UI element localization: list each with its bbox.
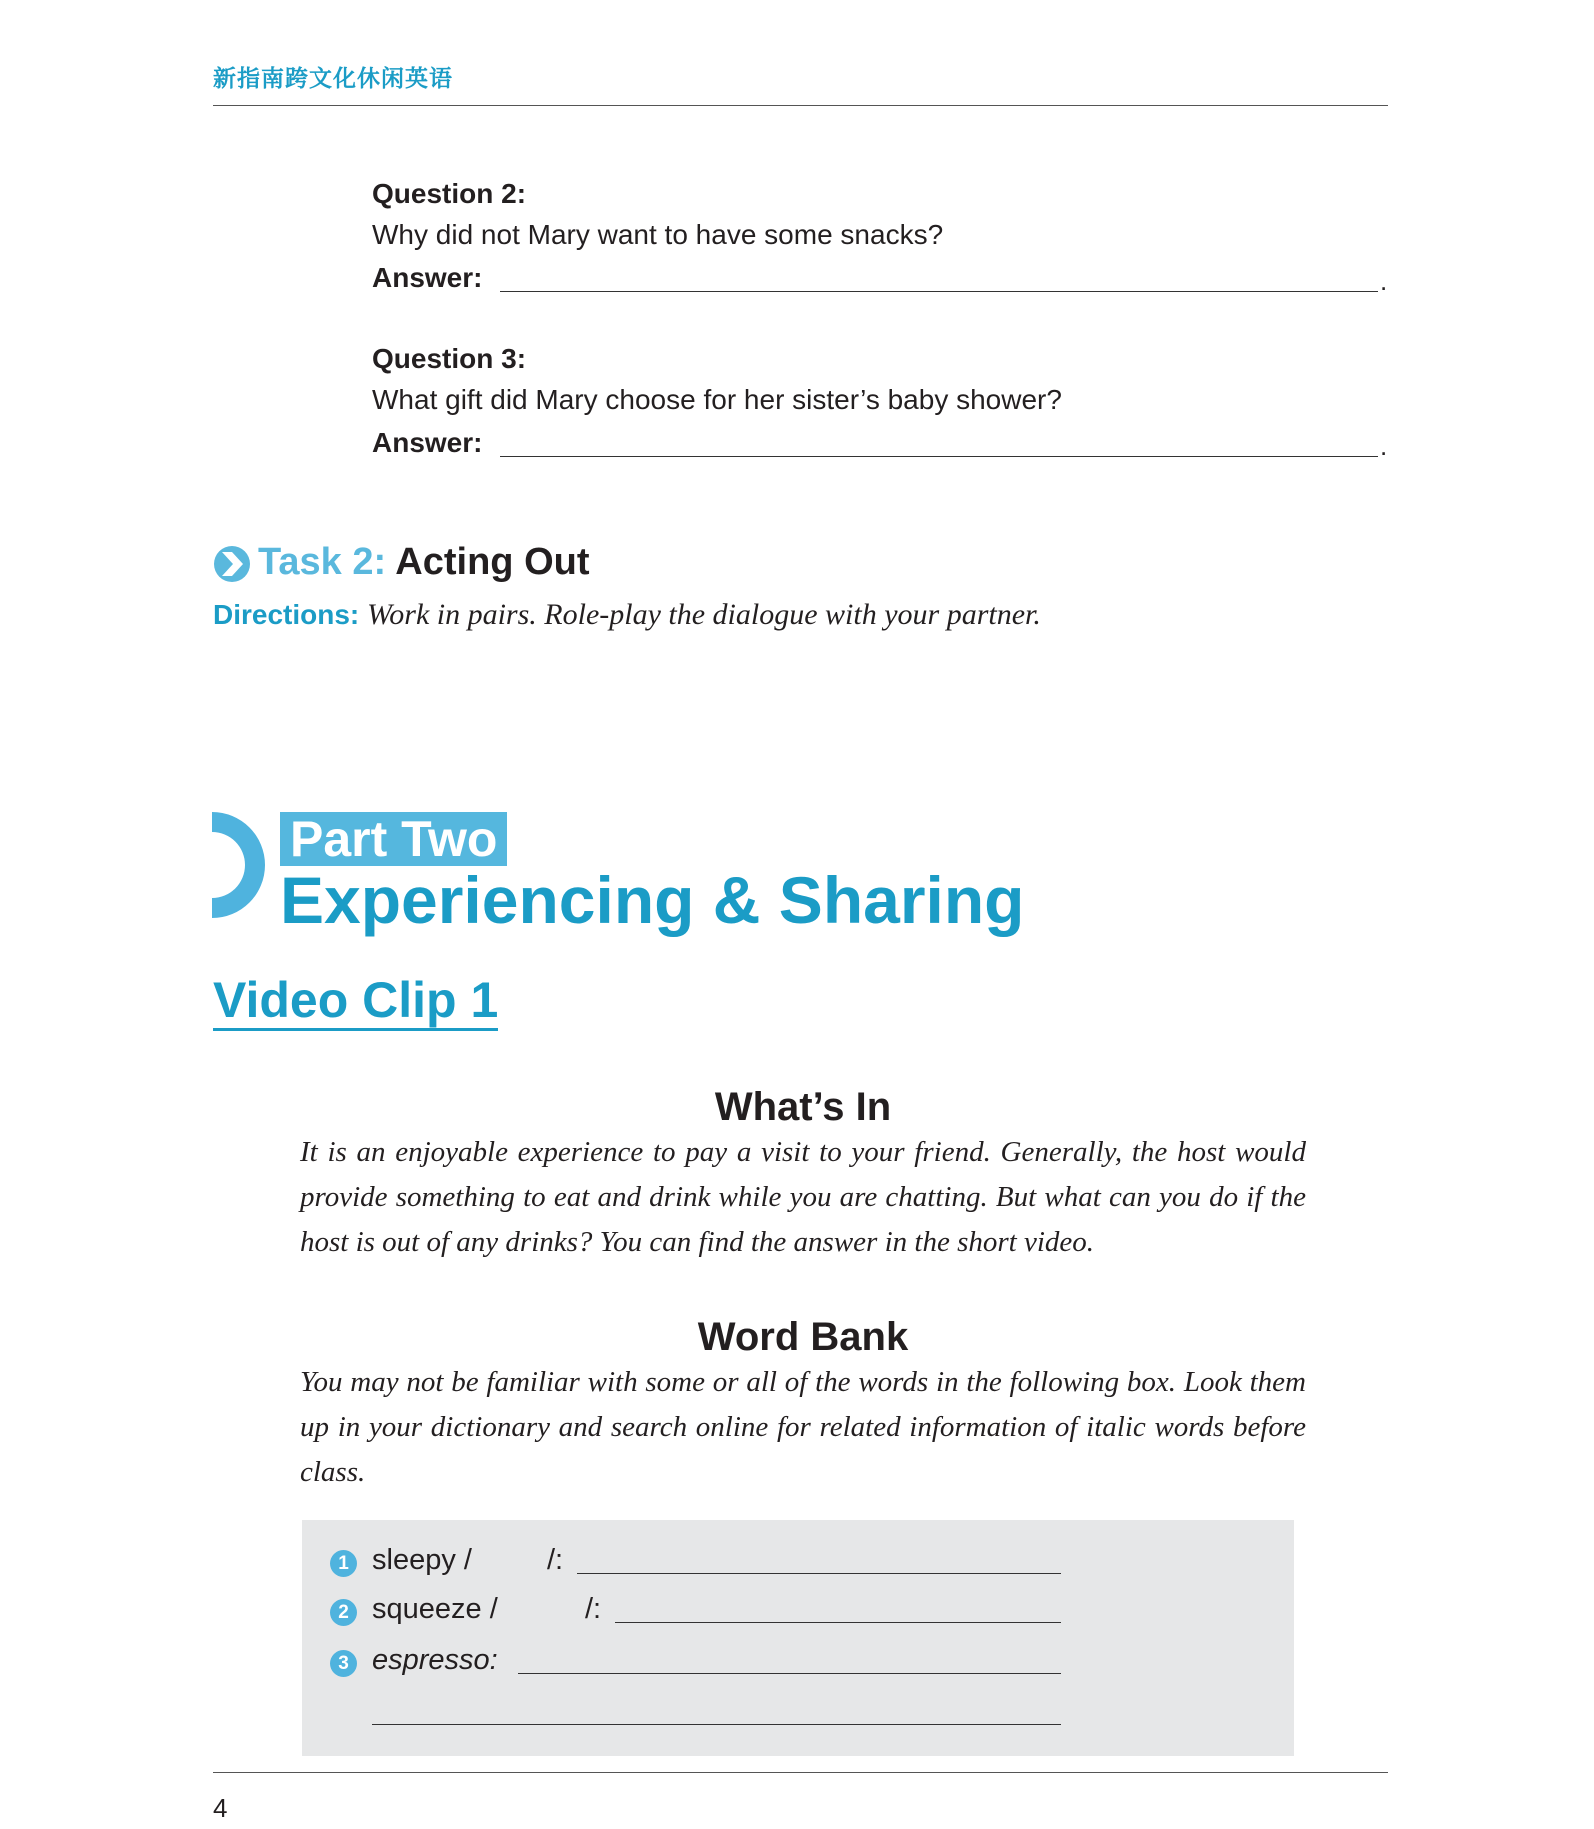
whats-in-paragraph: It is an enjoyable experience to pay a visit to your friend. Generally, the host would provide something to eat and drink while you are chatting. But what can you do if the host is out of any drinks? You can find the answer in the short video. [300,1136,1306,1258]
word-bank-paragraph: You may not be familiar with some or all of the words in the following box. Look them up in your dictionary and search online for related information of italic words before class. [300,1366,1306,1488]
task-directions [213,598,1041,632]
question-2-answer-end: . [1380,266,1388,296]
item-3-number-icon: 3 [330,1650,357,1677]
item-1-phonetic-end: /: [547,1544,564,1576]
footer-divider [213,1772,1388,1773]
part-title: Experiencing & Sharing [280,863,1025,937]
question-2-text: Why did not Mary want to have some snacks? [372,219,944,250]
item-3-word: espresso: [372,1644,498,1676]
arrow-right-icon [212,544,252,584]
task-number: Task 2: [258,541,387,583]
question-2-label: Question 2: [372,178,527,209]
book-title: 新指南跨文化休闲英语 [213,65,453,91]
question-3-label: Question 3: [372,343,527,374]
item-1-answer-line[interactable] [577,1573,1061,1574]
item-3-answer-line[interactable] [518,1673,1061,1674]
item-2-word: squeeze / [372,1593,498,1625]
question-3-text: What gift did Mary choose for her sister’s baby shower? [372,384,1062,415]
item-2-number-icon: 2 [330,1599,357,1626]
item-2-phonetic-end: /: [585,1593,602,1625]
part-label: Part Two [280,812,507,866]
page-number: 4 [213,1793,228,1823]
item-1-word: sleepy / [372,1544,472,1576]
question-2-answer-label: Answer: [372,262,483,293]
item-3-answer-line-2[interactable] [372,1724,1061,1725]
item-1-number-icon: 1 [330,1550,357,1577]
task-heading [258,541,590,584]
task-title: Acting Out [395,541,590,583]
question-3-answer-line[interactable] [500,456,1378,457]
directions-text: Work in pairs. Role-play the dialogue with your partner. [367,598,1041,631]
question-3-answer-end: . [1380,431,1388,461]
part-arc-icon [210,810,270,920]
question-3-answer-label: Answer: [372,427,483,458]
video-clip-title[interactable]: Video Clip 1 [213,972,498,1031]
header-divider [213,105,1388,106]
question-2-answer-line[interactable] [500,291,1378,292]
item-2-answer-line[interactable] [615,1622,1061,1623]
whats-in-heading: What’s In [714,1085,892,1129]
directions-label: Directions: [213,599,360,630]
word-bank-box [302,1520,1294,1756]
word-bank-heading: Word Bank [697,1315,909,1359]
